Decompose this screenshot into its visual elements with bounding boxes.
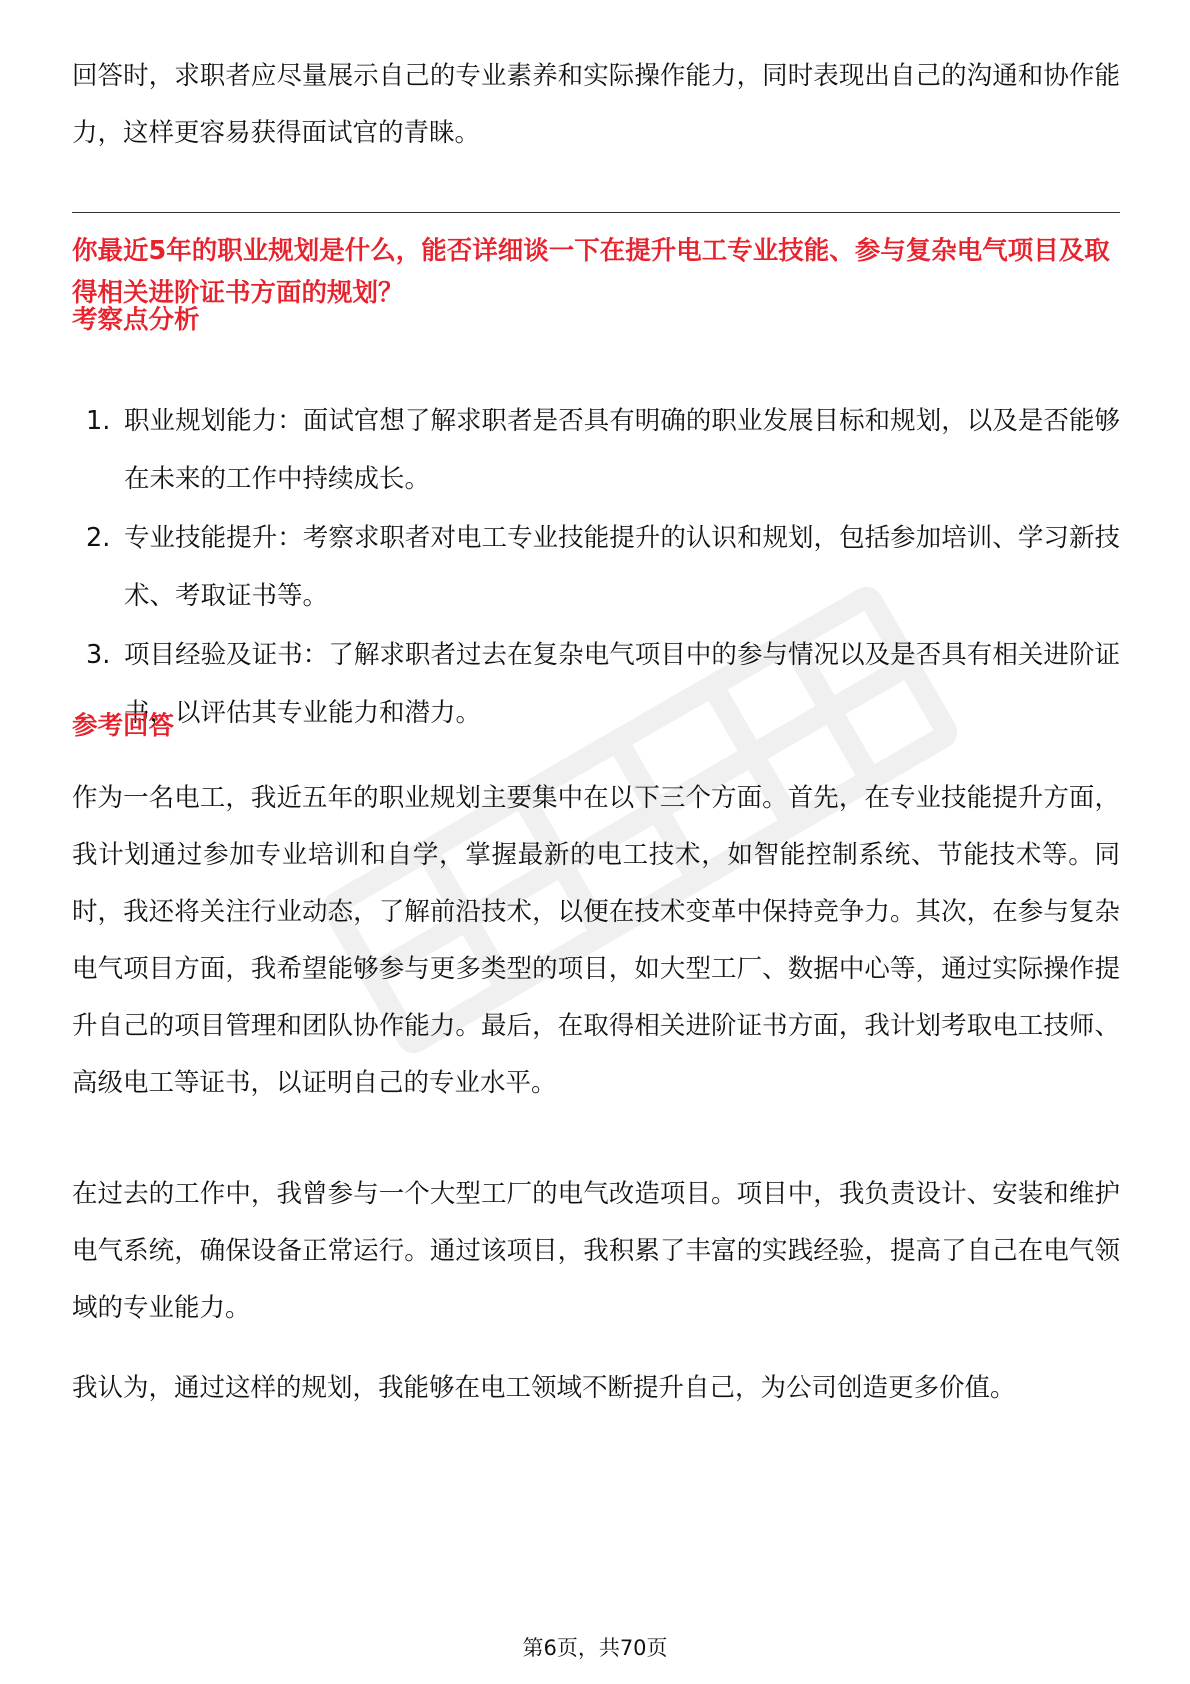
answer-paragraph: 作为一名电工，我近五年的职业规划主要集中在以下三个方面。首先，在专业技能提升方面，我计划通过参加专业培训和自学，掌握最新的电工技术，如智能控制系统、节能技术等。同时，我还将关注行业动态，了解前沿技术，以便在技术变革中保持竞争力。其次，在参与复杂电气项目方面，我希望能够参与更多类型的项目，如大型工厂、数据中心等，通过实际操作提升自己的项目管理和团队协作能力。最后，在取得相关进阶证书方面，我计划考取电工技师、高级电工等证书，以证明自己的专业水平。	[72, 783, 1120, 1098]
list-number: 3.	[86, 640, 111, 670]
answer-title: 参考回答	[72, 711, 175, 741]
question-heading: 你最近5年的职业规划是什么，能否详细谈一下在提升电工专业技能、参与复杂电气项目及取得相关进阶证书方面的规划？	[72, 236, 1110, 308]
list-number: 1.	[86, 406, 111, 436]
analysis-title: 考察点分析	[72, 305, 200, 335]
answer-paragraph-2-block	[72, 1166, 1120, 1337]
page-footer: 第6页，共70页	[522, 1636, 668, 1660]
list-item	[72, 626, 1120, 742]
section-divider	[72, 212, 1120, 213]
list-item	[72, 392, 1120, 508]
intro-paragraph: 回答时，求职者应尽量展示自己的专业素养和实际操作能力，同时表现出自己的沟通和协作能力，这样更容易获得面试官的青睐。	[72, 61, 1120, 148]
answer-paragraph: 我认为，通过这样的规划，我能够在电工领域不断提升自己，为公司创造更多价值。	[72, 1373, 1016, 1403]
list-item-text: 职业规划能力：面试官想了解求职者是否具有明确的职业发展目标和规划，以及是否能够在未来的工作中持续成长。	[124, 406, 1120, 494]
list-item-text: 项目经验及证书：了解求职者过去在复杂电气项目中的参与情况以及是否具有相关进阶证书，以评估其专业能力和潜力。	[124, 640, 1120, 728]
list-item-text: 专业技能提升：考察求职者对电工专业技能提升的认识和规划，包括参加培训、学习新技术、考取证书等。	[124, 523, 1120, 611]
answer-paragraph-1-block	[72, 770, 1120, 1112]
list-number: 2.	[86, 523, 111, 553]
list-item	[72, 509, 1120, 625]
answer-paragraph: 在过去的工作中，我曾参与一个大型工厂的电气改造项目。项目中，我负责设计、安装和维护电气系统，确保设备正常运行。通过该项目，我积累了丰富的实践经验，提高了自己在电气领域的专业能力。	[72, 1179, 1120, 1323]
answer-paragraph-3-block	[72, 1360, 1120, 1417]
analysis-list	[72, 392, 1120, 743]
intro-paragraph-block	[72, 48, 1120, 162]
